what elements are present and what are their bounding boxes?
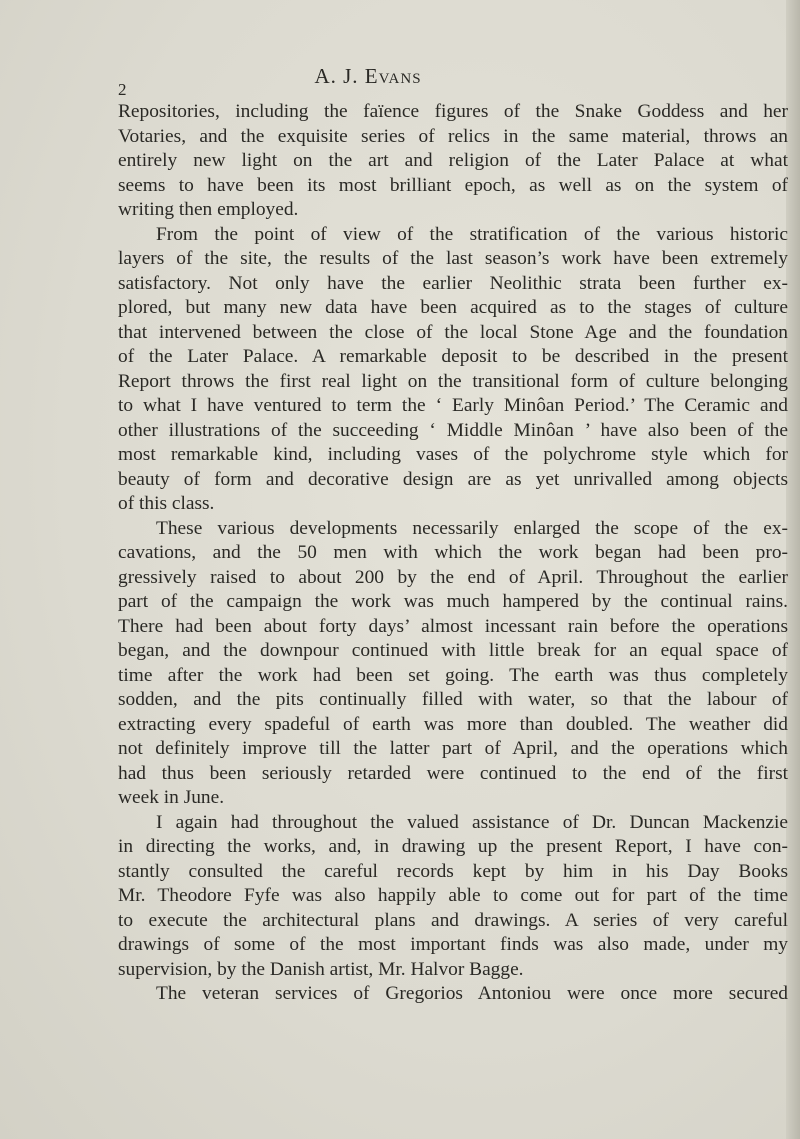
text-line: From the point of view of the stratification of the various historic: [156, 223, 788, 245]
text-line: other illustrations of the succeeding ‘ Middle Minôan ’ have also been of the: [118, 419, 788, 441]
text-line: of the Later Palace. A remarkable deposit to be described in the present: [118, 346, 788, 367]
text-line: of this class.: [118, 493, 215, 514]
text-line: to what I have ventured to term the ‘ Early Minôan Period.’ The Ceramic and: [118, 395, 788, 416]
text-line: seems to have been its most brilliant epoch, as well as on the system of: [118, 174, 788, 196]
text-line: not definitely improve till the latter part of April, and the operations which: [118, 738, 788, 759]
page-number: 2: [118, 80, 127, 99]
text-line: in directing the works, and, in drawing up the present Report, I have con-: [118, 836, 788, 857]
text-line: drawings of some of the most important finds was also made, under my: [118, 934, 788, 955]
text-line: satisfactory. Not only have the earlier Neolithic strata been further ex-: [118, 272, 788, 294]
text-line: Report throws the first real light on the transitional form of culture belonging: [118, 370, 788, 392]
text-line: sodden, and the pits continually filled with water, so that the labour of: [118, 689, 788, 710]
text-line: The veteran services of Gregorios Antoniou were once more secured: [156, 983, 788, 1004]
text-line: began, and the downpour continued with little break for an equal space of: [118, 640, 788, 661]
text-line: Repositories, including the faïence figures of the Snake Goddess and her: [118, 101, 788, 122]
text-line: gressively raised to about 200 by the end of April. Throughout the earlier: [118, 566, 788, 588]
text-line: These various developments necessarily enlarged the scope of the ex-: [156, 517, 788, 539]
text-line: extracting every spadeful of earth was more than doubled. The weather did: [118, 713, 788, 735]
text-line: entirely new light on the art and religion of the Later Palace at what: [118, 150, 788, 171]
text-line: part of the campaign the work was much hampered by the continual rains.: [118, 591, 788, 612]
text-line: supervision, by the Danish artist, Mr. Halvor Bagge.: [118, 958, 524, 980]
running-head-surname: Evans: [364, 64, 422, 88]
text-line: week in June.: [118, 787, 225, 808]
body-text: [118, 100, 790, 1007]
running-head-initials: A. J.: [314, 64, 359, 88]
text-line: had thus been seriously retarded were continued to the end of the first: [118, 762, 788, 784]
text-line: I again had throughout the valued assistance of Dr. Duncan Mackenzie: [156, 811, 788, 833]
text-line: to execute the architectural plans and drawings. A series of very careful: [118, 909, 788, 931]
text-line: cavations, and the 50 men with which the work began had been pro-: [118, 542, 788, 563]
text-line: that intervened between the close of the local Stone Age and the foundation: [118, 321, 788, 343]
text-line: most remarkable kind, including vases of the polychrome style which for: [118, 444, 788, 465]
text-line: beauty of form and decorative design are as yet unrivalled among objects: [118, 468, 788, 490]
text-line: Mr. Theodore Fyfe was also happily able to come out for part of the time: [118, 885, 788, 906]
text-line: writing then employed.: [118, 199, 299, 220]
text-line: There had been about forty days’ almost incessant rain before the operations: [118, 615, 788, 637]
text-line: time after the work had been set going. The earth was thus completely: [118, 664, 788, 686]
text-line: layers of the site, the results of the last season’s work have been extremely: [118, 248, 788, 269]
running-head: [118, 64, 618, 89]
text-line: plored, but many new data have been acquired as to the stages of culture: [118, 297, 788, 318]
text-line: Votaries, and the exquisite series of relics in the same material, throws an: [118, 125, 788, 147]
text-line: stantly consulted the careful records kept by him in his Day Books: [118, 860, 788, 882]
